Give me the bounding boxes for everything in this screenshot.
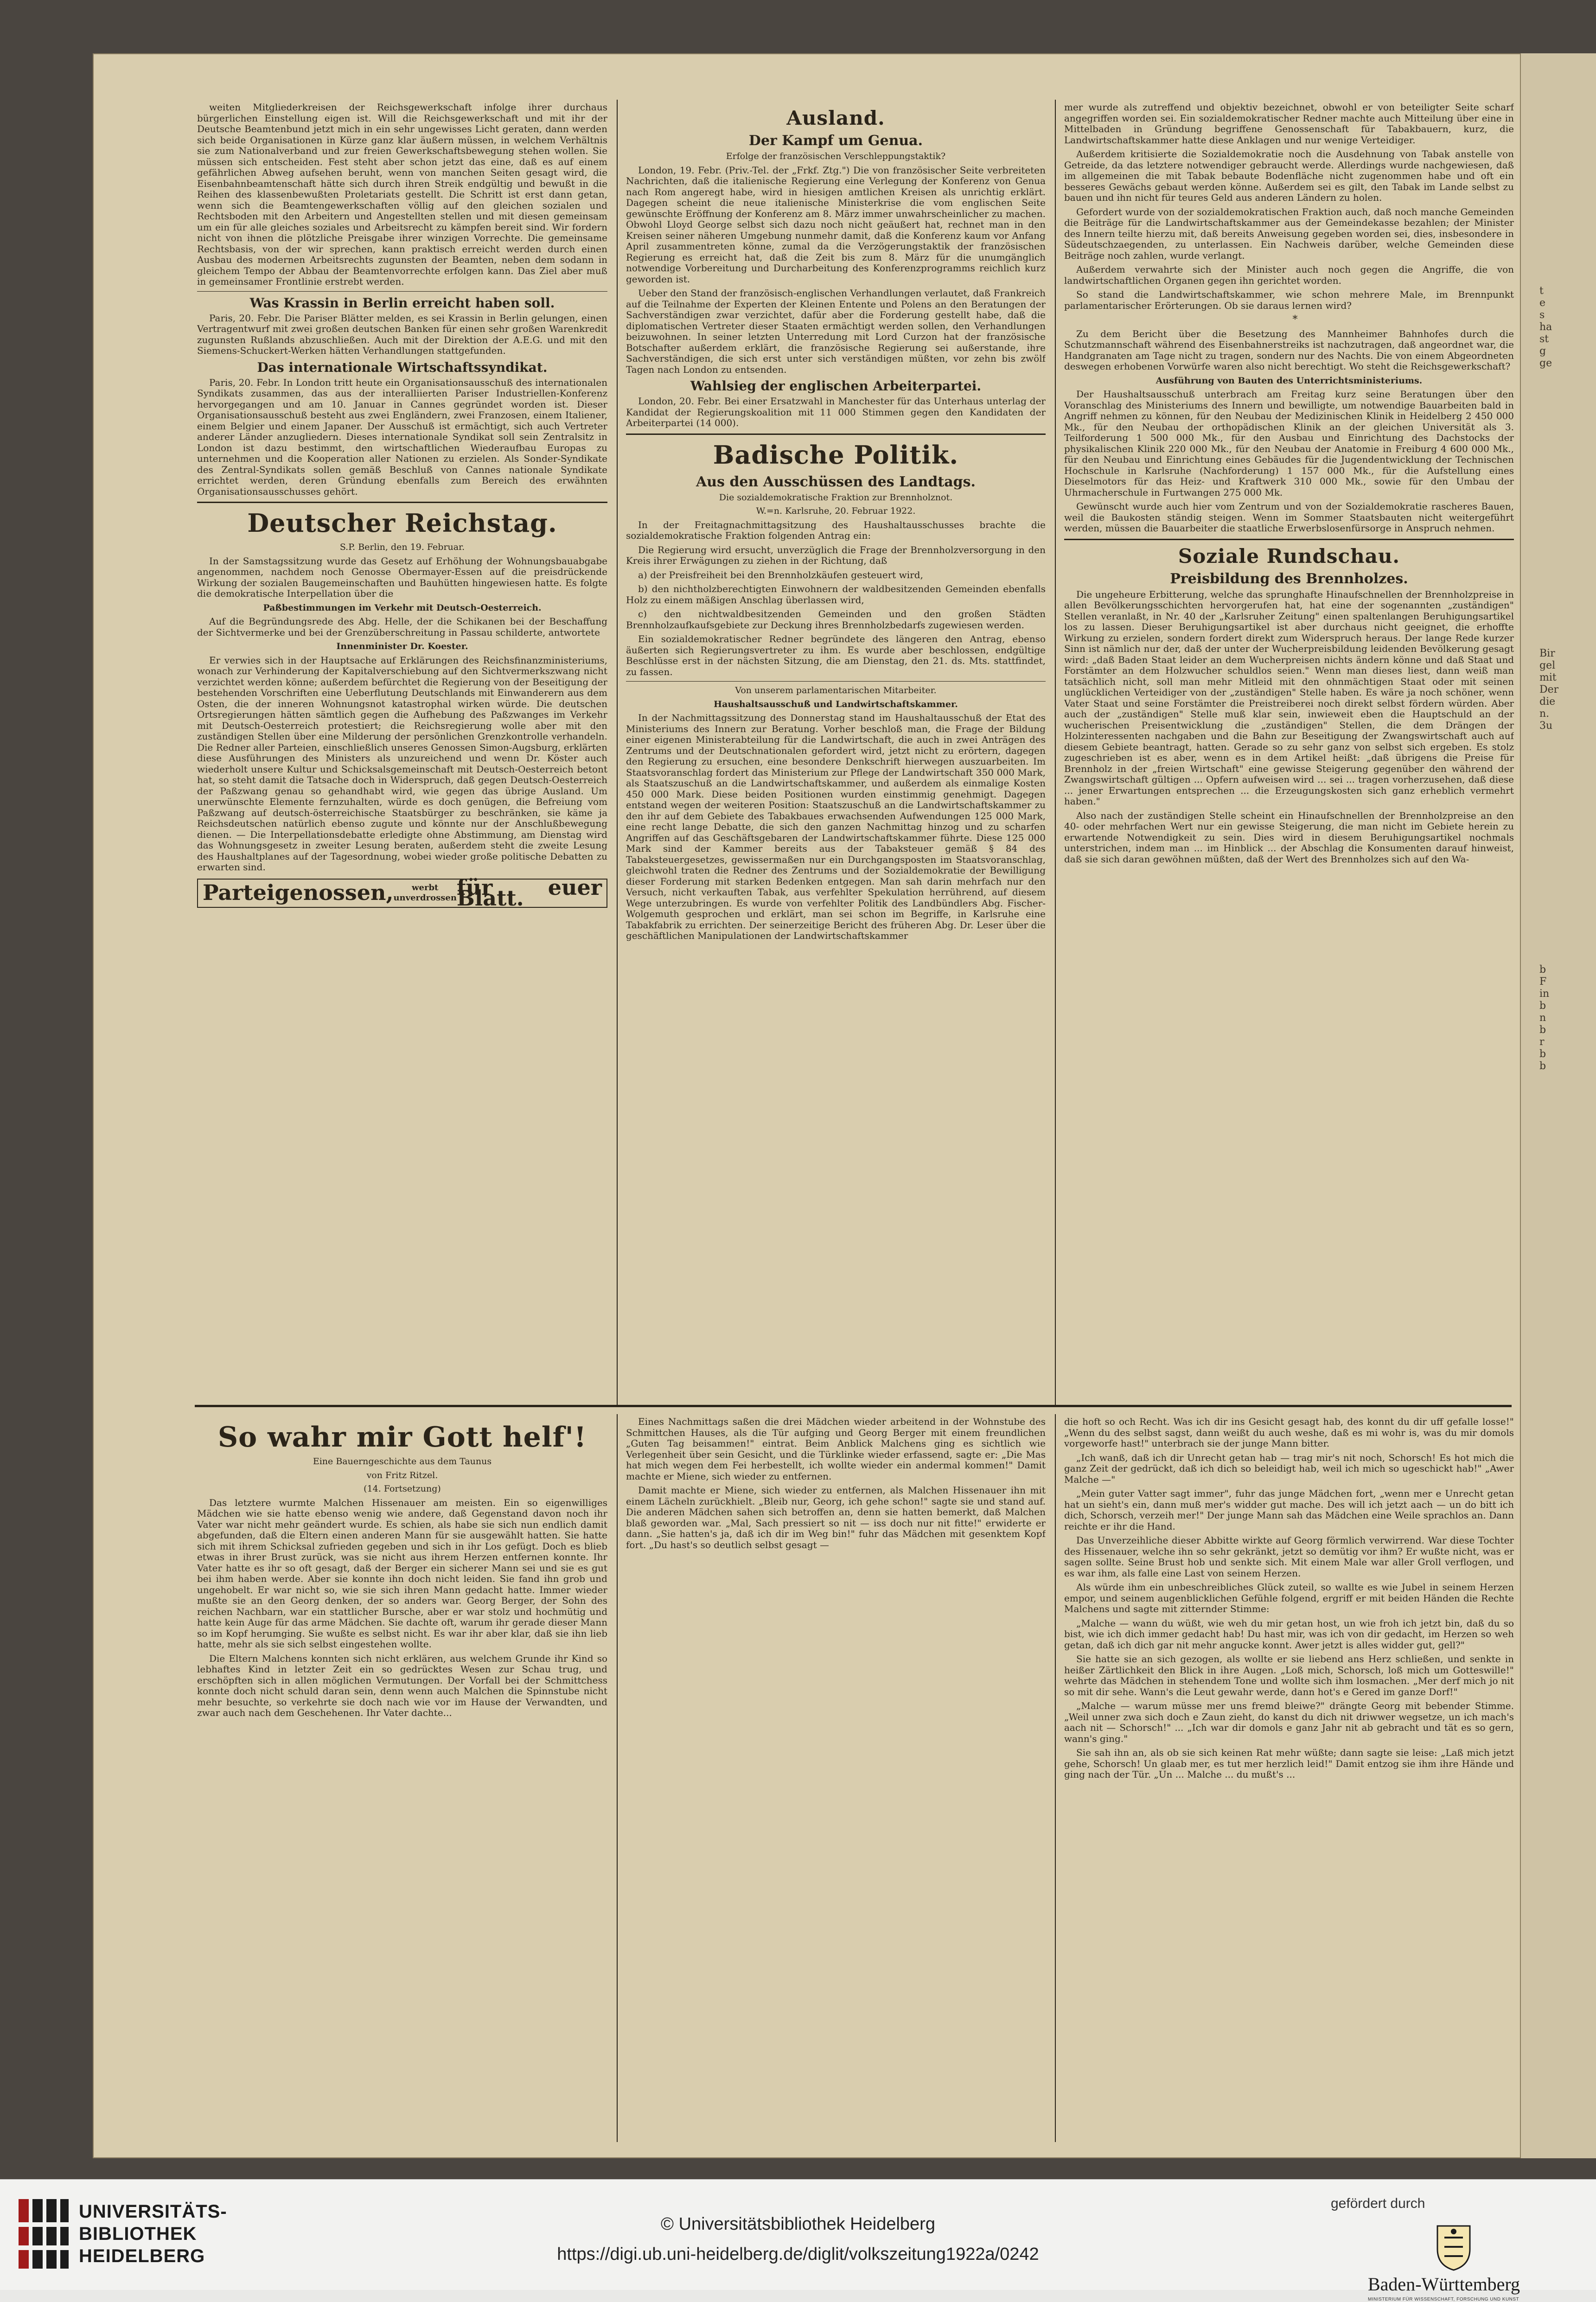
story-text: Die Eltern Malchens konnten sich nicht erklären, aus welchem Grunde ihr Kind so lebhaftes Kind in letzter Zeit ein so gedrücktes Wesen zur Schau trug, und erschöpften sich in allen möglichen Vermutungen. Der Vorfall bei der Schmittchess konnte doch nicht schuld daran sein, denn wenn auch Malchen die Spinnstube nicht mehr besuchte, so verkehrte sie doch nach wie vor im Hause der Verwandten, und zwar auch nach dem Geschehenen. Ihr Vater dachte... bbox=[197, 1652, 607, 1718]
strip-fragment: gel bbox=[1539, 660, 1556, 671]
story-text: „Malche — warum müsse mer uns fremd bleiwe?" drängte Georg mit bebender Stimme. „Weil unner zwa sich doch e Zaun zieht, do kanst du dich nit driwwer wegsetze, un ich mach's aach nit — Schorsch!" ... „Ich war dir domols e ganz Jahr nit ab gebracht und tät es so gern, wann's ging." bbox=[1064, 1700, 1514, 1744]
column-2 bbox=[626, 102, 1046, 1403]
article-text: Der Haushaltsausschuß unterbrach am Freitag kurz seine Beratungen über den Voranschlag des Ministeriums des Innern und bewilligte, um notwendige Bauarbeiten bald in Angriff nehmen zu können, für den Neubau der Medizinischen Klinik in Heidelberg 2 450 000 Mk., für den Neubau der orthopädischen Klinik an der gleichen Universität als 3. Teilforderung 1 500 000 Mk., für den Ausbau und Einrichtung des Dachstocks der physikalischen Klinik 220 000 Mk., für den Neubau der Anatomie in Freiburg 4 600 000 Mk., für den Neubau und Einrichtung eines Gebäudes für die Jugendentwicklung der Technischen Hochschule in Karlsruhe (Nachforderung) 1 157 000 Mk., für die Aufstellung eines Dieselmotors für das Heiz- und Kraftwerk 310 000 Mk., sowie für den Umbau der Uhrmacherschule in Furtwangen 275 000 Mk. bbox=[1064, 389, 1514, 498]
article-text: Auf die Begründungsrede des Abg. Helle, der die Schikanen bei der Beschaffung der Sichtvermerke und bei der Grenzüberschreitung in Passau schilderte, antwortete bbox=[197, 616, 607, 638]
story-part: (14. Fortsetzung) bbox=[364, 1484, 441, 1494]
divider bbox=[626, 434, 1046, 435]
article-text: Die ungeheure Erbitterung, welche das sprunghafte Hinaufschnellen der Brennholzpreise in allen Bevölkerungsschichten hervorgerufen hat, hat eine der sogenannten „zuständigen" Stellen veranlaßt, in Nr. 40 der „Karlsruher Zeitung" einen spaltenlangen Beruhigungsartikel los zu lassen. Dieser Beruhigungsartikel ist aber durchaus nicht geeignet, die erhoffte Wirkung zu erzielen, sondern fordert direkt zum Widerspruch heraus. Der lange Rede kurzer Sinn ist nämlich nur der, daß der unter der Wucherpreisbildung leidenden Bevölkerung gesagt wird: „daß Baden Staat leider an dem Wucherpreisen nichts ändern könne und daß Staat und Forstämter an dem Holzwucher schuldlos seien." Wenn man dieses liest, dann weiß man tatsächlich nicht, soll man mehr Mitleid mit den ohnmächtigen Staat oder mit seinen unglücklichen Verteidiger von der „zuständigen" Stelle haben. Es wäre ja noch schöner, wenn Vater Staat und seine Forstämter die Preistreiberei noch direkt selbst fördern würden. Aber auch der „zuständigen" Stelle muß klar sein, inwieweit eben die Hauptschuld an der wucherischen Preisentwicklung die „zuständigen" Stellen, die dem Drängen der Holzinteressenten nachgaben und die Bahn zur Beseitigung der Zwangswirtschaft auch auf diesem Gebiete beantragt, hatten. Gerade so zu sehr ganz von selbst sich ergeben. Es stolz zugeschrieben ist es aber, wenn es in dem Artikel heißt: „daß übrigens die Preise für Brennholz in der „freien Wirtschaft" eine gewisse Steigerung gegenüber den während der Zwangswirtschaft gültigen ... Opfern aufweisen wird ... sei ... tragen vorherzusehen, daß diese ... jener Erwartungen entsprechen ... die Erzeugungskosten sich ganz erheblich vermehrt haben." bbox=[1064, 588, 1514, 807]
coat-of-arms-icon bbox=[1433, 2221, 1475, 2272]
article-text: b) den nichtholzberechtigten Einwohnern der waldbesitzenden Gemeinden ebenfalls Holz zu einem mäßigen Anschlag überlassen wird, bbox=[626, 583, 1046, 606]
feuilleton-column-2 bbox=[626, 1416, 1046, 2140]
strip-fragment: 3u bbox=[1539, 720, 1553, 732]
article-text: mer wurde als zutreffend und objektiv bezeichnet, obwohl er von beteiligter Seite scharf angegriffen worden sei. Ein sozialdemokratischer Redner machte auch Mitteilung über eine in Mittelbaden in Gründung begriffene Genossenschaft für Tabakbauern, kurz, die Landwirtschaftskammer hatte diese Anklagen und nur wenige Verteidiger. bbox=[1064, 102, 1514, 146]
article-text: Außerdem verwahrte sich der Minister auch noch gegen die Angriffe, die von landwirtschaftlichen Organen gegen ihn gerichtet worden. bbox=[1064, 264, 1514, 286]
story-text: Eines Nachmittags saßen die drei Mädchen wieder arbeitend in der Wohnstube des Schmittchen Hauses, als die Tür aufging und Georg Berger mit einem freundlichen „Guten Tag beisammen!" eintrat. Beim Anblick Malchens ging es sichtlich wie Verlegenheit über sein Gesicht, und die Türklinke wieder erfassend, sagte er: „Die Mas hat mich wegen dem Fei herbestellt, ich wollte wieder ein andermal kommen!" Damit machte er Miene, sich wieder zu entfernen. bbox=[626, 1416, 1046, 1482]
section-title-reichstag: Deutscher Reichstag. bbox=[247, 508, 557, 538]
article-text: c) den nichtwaldbesitzenden Gemeinden und den großen Städten Brennholzaufkaufsgebiete zur Deckung ihres Brennholzbedarfs zugewiesen werden. bbox=[626, 608, 1046, 631]
divider bbox=[197, 502, 607, 503]
strip-fragment: Der bbox=[1539, 684, 1559, 695]
headline-syndikat: Das internationale Wirtschaftssyndikat. bbox=[257, 359, 548, 375]
article-text: Er verwies sich in der Hauptsache auf Erklärungen des Reichsfinanzministeriums, wonach zur Verhinderung der Kapitalverschiebung auf den Sichtvermerkszwang nicht verzichtet werden könne; außerdem befürchtet die Regierung von der Beseitigung der bestehenden Vorschriften eine Ueberflutung Deutschlands mit Einwanderern aus dem Osten, die der inneren Wohnungsnot katastrophal wirken würde. Die deutschen Ortsregierungen hätten sämtlich gegen die Aufhebung des Paßzwanges im Verkehr mit Deutsch-Oesterreich protestiert; die Reichsregierung wolle aber mit den zuständigen Stellen über eine Milderung der persönlichen Grenzkontrolle verhandeln. Die Redner aller Parteien, einschließlich unseres Genossen Simon-Augsburg, erklärten diese Ausführungen des Ministers als unzureichend und wenn Dr. Köster auch wiederholt unsere Kultur und Schicksalsgemeinschaft mit Deutsch-Oesterreich betont hat, so steht damit die Tatsache doch in Widerspruch, daß gegen Deutsch-Oesterreich der Paßzwang genau so gehandhabt wird, wie gegen das übrige Ausland. Um unerwünschte Elemente fernzuhalten, würde es doch genügen, die Befreiung vom Paßzwang auf deutsch-österreichische Staatsbürger zu beschränken, sie käme ja Reichsdeutschen natürlich ebenso zugute und könnte nur der Anschlußbewegung dienen. — Die Interpellationsdebatte erledigte ohne Abstimmung, am Dienstag wird das Wohnungsgesetz in zweiter Lesung beraten, außerdem steht die zweite Lesung des Haushaltplanes auf der Tagesordnung, wobei wieder große politische Debatten zu erwarten sind. bbox=[197, 654, 607, 873]
permalink[interactable]: https://digi.ub.uni-heidelberg.de/diglit/volkszeitung1922a/0242 bbox=[557, 2245, 1039, 2264]
advertisement-box bbox=[197, 874, 607, 911]
article-text: Gefordert wurde von der sozialdemokratischen Fraktion auch, daß noch manche Gemeinden die Beiträge für die Landwirtschaftskammer aus der Gemeindekasse bezahlen; der Minister des Innern teilte hierzu mit, daß bereits Anweisung gegeben worden sei, dies, insbesondere in Südeutschzaegenden, zu unterlassen. Ein Nachweis darüber, welche Gemeinden diese Beiträge noch zahlen, wurde verlangt. bbox=[1064, 206, 1514, 261]
article-text: Paris, 20. Febr. Die Pariser Blätter melden, es sei Krassin in Berlin gelungen, einen Vertragentwurf mit zwei großen deutschen Banken für einen sehr großen Warenkredit zugunsten Rußlands abzuschließen. Auch mit der Direktion der A.E.G. und mit den Siemens-Schuckert-Werken hätten Verhandlungen stattgefunden. bbox=[197, 312, 607, 356]
divider bbox=[626, 681, 1046, 682]
column-rule bbox=[617, 1414, 618, 2142]
strip-fragment: b bbox=[1539, 964, 1546, 976]
strip-fragment: b bbox=[1539, 1024, 1546, 1036]
article-text: London, 20. Febr. Bei einer Ersatzwahl in Manchester für das Unterhaus unterlag der Kandidat der Regierungskoalition mit 11 000 Stimmen gegen den Kandidaten der Arbeiterpartei (14 000). bbox=[626, 395, 1046, 428]
ub-logo-text: UNIVERSITÄTS- BIBLIOTHEK HEIDELBERG bbox=[79, 2201, 227, 2266]
headline-krassin: Was Krassin in Berlin erreicht haben soll. bbox=[249, 295, 555, 311]
subheading: Die sozialdemokratische Fraktion zur Brennholznot. bbox=[719, 492, 953, 503]
story-text: Sie sah ihn an, als ob sie sich keinen Rat mehr wüßte; dann sagte sie leise: „Laß mich jetzt gehe, Schorsch! Un glaab mer, es tut mer herzlich leid!" Damit entzog sie ihm ihre Hände und ging nach der Tür. „Un ... Malche ... du mußt's ... bbox=[1064, 1747, 1514, 1780]
strip-fragment: s bbox=[1539, 309, 1545, 321]
strip-fragment: t bbox=[1539, 285, 1544, 297]
article-text: a) der Preisfreiheit bei den Brennholzkäufen gesteuert wird, bbox=[638, 569, 923, 580]
feuilleton-column-3 bbox=[1064, 1416, 1514, 2140]
headline-genua: Der Kampf um Genua. bbox=[748, 133, 923, 149]
article-text: Also nach der zuständigen Stelle scheint ein Hinaufschnellen der Brennholzpreise an den 40- oder mehrfachen Wert nur ein gewisse Steigerung, die man nicht im Gebiete herein zu erwartende Notwendigkeit zu sein. Dies wird in diesem Beruhigungsartikel nochmals unterstrichen, indem man ... im Hinblick ... der Abschlag die Konsumenten darauf hinweist, daß sie sich daran gewöhnen müßten, daß der Wert des Brennholzes sich auf den Wa- bbox=[1064, 810, 1514, 865]
story-text: Sie hatte sie an sich gezogen, als wollte er sie liebend ans Herz schließen, und senkte in heißer Zärtlichkeit den Blick in ihre Augen. „Loß mich, Schorsch, loß mich um Gotteswille!" wehrte das Mädchen in stehendem Tone und wollte sich ihm losmachen. „Mer derf mich jo nit so mit dir sehe. Wann's die Leut gewahr werde, dann hot's e Gered im ganze Dorf!" bbox=[1064, 1653, 1514, 1697]
story-author: von Fritz Ritzel. bbox=[366, 1470, 438, 1480]
story-title: So wahr mir Gott helf'! bbox=[217, 1421, 587, 1454]
article-text: Zu dem Bericht über die Besetzung des Mannheimer Bahnhofes durch die Schutzmannschaft während des Eisenbahnerstreiks ist nachzutragen, daß angeordnet war, die Handgranaten am Tage nicht zu tragen, sondern nur des Nachts. Die von einem Abgeordneten deswegen erhobenen Vorwürfe waren also nicht berechtigt. Wo steht die Reichsgewerkschaft? bbox=[1064, 328, 1514, 372]
strip-fragment: st bbox=[1539, 333, 1549, 345]
ad-text: Parteigenossen, bbox=[203, 880, 394, 905]
article-text: Gewünscht wurde auch hier vom Zentrum und von der Sozialdemokratie rascheres Bauen, weil die Baukosten ständig steigen. Wenn im Sommer Staatsbauten nicht weitergeführt werden, müssen die Bauarbeiter die staatliche Erwerbslosenfürsorge in Anspruch nehmen. bbox=[1064, 501, 1514, 534]
headline-preis: Preisbildung des Brennholzes. bbox=[1170, 570, 1408, 587]
story-text: Als würde ihm ein unbeschreibliches Glück zuteil, so wallte es wie Jubel in seinem Herzen empor, und seinem augenblicklichen Gefühle folgend, ergriff er mit beiden Händen die Rechte Malchens und sagte mit zitternder Stimme: bbox=[1064, 1581, 1514, 1614]
strip-fragment: b bbox=[1539, 1000, 1546, 1012]
divider bbox=[197, 291, 607, 292]
story-text: Damit machte er Miene, sich wieder zu entfernen, als Malchen Hissenauer ihn mit einem Lächeln zurückhielt. „Bleib nur, Georg, ich gehe schon!" sagte sie und stand auf. Die anderen Mädchen sahen sich betroffen an, denn sie hatten bemerkt, daß Malchen blaß geworden war. „Mal, Sach pressiert so nit — iss doch nur nit fitte!" erwiderte er dann. „Sie hatten's ja, daß ich dir im Weg bin!" fuhr das Mädchen mit gesenktem Kopf fort. „Du hast's so deutlich selbst gesagt — bbox=[626, 1485, 1046, 1550]
article-text: Ueber den Stand der französisch-englischen Verhandlungen verlautet, daß Frankreich auf die Teilnahme der Experten der Kleinen Entente und Polens an den Beratungen der Sachverständigen zwar verzichtet, dafür aber die Forderung gestellt habe, daß die diplomatischen Vertreter dieser Staaten ermächtigt werden sollen, den Verhandlungen beizuwohnen. In seiner letzten Unterredung mit Lord Curzon hat der französische Botschafter außerdem erklärt, die französische Regierung sei außerstande, ihre Sachverständigen, die sich erst unter sich verständigen müßten, vor zehn bis zwölf Tagen nach London zu entsenden. bbox=[626, 287, 1046, 375]
column-rule bbox=[1055, 1414, 1056, 2142]
section-title-soziale: Soziale Rundschau. bbox=[1178, 544, 1400, 568]
column-1 bbox=[197, 102, 607, 1403]
story-text: „Ich wanß, daß ich dir Unrecht getan hab — trag mir's nit noch, Schorsch! Es hot mich die ganz Zeit der gedrückt, daß ich dich so beleidigt hab, weil ich mich so ugeschickt hab!" „Awer Malche —" bbox=[1064, 1452, 1514, 1485]
story-text: die hoft so och Recht. Was ich dir ins Gesicht gesagt hab, des konnt du dir uff gefalle losse!" „Wenn du des selbst sagst, dann weißt du auch weshe, daß es mi wohr is, was du mir domols vorgeworfe hast!" unterbrach sie der junge Mann bitter. bbox=[1064, 1416, 1514, 1449]
section-title-baden: Badische Politik. bbox=[713, 440, 959, 470]
headline-wahlsieg: Wahlsieg der englischen Arbeiterpartei. bbox=[690, 378, 982, 394]
strip-fragment: F bbox=[1539, 976, 1547, 988]
article-text: In der Freitagnachmittagsitzung des Haushaltausschusses brachte die sozialdemokratische Fraktion folgenden Antrag ein: bbox=[626, 519, 1046, 541]
strip-fragment: in bbox=[1539, 988, 1550, 1000]
funding-label: gefördert durch bbox=[1331, 2196, 1425, 2211]
bw-ministry-logo[interactable] bbox=[1368, 2221, 1563, 2302]
strip-fragment: mit bbox=[1539, 672, 1557, 683]
article-text: Außerdem kritisierte die Sozialdemokratie noch die Ausdehnung von Tabak anstelle von Getreide, da das letztere notwendiger gebraucht werde. Allerdings wurde nachgewiesen, daß im allgemeinen die mit Tabak bebaute Bodenfläche nicht zugenommen habe und oft ein besseres Gewächs gebaut werden könne. Außerdem sei es gilt, den Tabak im Lande selbst zu bauen und ihn nicht für teures Geld aus anderen Ländern zu holen. bbox=[1064, 148, 1514, 203]
column-rule bbox=[1055, 100, 1056, 1405]
strip-fragment: b bbox=[1539, 1060, 1546, 1072]
story-text: Das letztere wurmte Malchen Hissenauer am meisten. Ein so eigenwilliges Mädchen wie sie hatte ebenso wenig wie andere, daß Gegenstand davon noch ihr Vater war nicht mehr geändert wurde. Es schien, als habe sie sich nun endlich damit abgefunden, daß die Eltern einen anderen Mann für sie ausgewählt hatten. Sie hatte sich mit ihrem Schicksal zufrieden gegeben und sich in ihr Los gefügt. Doch es blieb etwas in ihrer Brust zurück, was sie nicht aus ihrem Herzen entfernen konnte. Ihr Vater hatte es ihr so oft gesagt, daß der Berger ein sicherer Mann sei und sie es gut bei ihm haben werde. Aber sie konnte ihn doch nicht leiden. Sie fand ihn grob und ungehobelt. Er war nicht so, wie sie sich ihren Mann gedacht hatte. Immer wieder mußte sie an den Georg denken, der so anders war. Georg Berger, der Sohn des reichen Nachbarn, war ein stattlicher Bursche, aber er war stolz und hochmütig und hatte kein Auge für das arme Mädchen. Sie dachte oft, warum ihr gerade dieser Mann so im Kopf herumging. Sie wußte es selbst nicht. Es war ihr aber klar, daß sie ihn lieb hatte, mehr als sie sich selbst eingestehen wollte. bbox=[197, 1497, 607, 1650]
strip-fragment: ge bbox=[1539, 357, 1552, 369]
article-text: London, 19. Febr. (Priv.-Tel. der „Frkf. Ztg.") Die von französischer Seite verbreiteten Nachrichten, daß die italienische Regierung eine Verlegung der Konferenz von Genua nach Rom angeregt habe, wird in hiesigen amtlichen Kreisen als unrichtig erklärt. Dagegen scheint die neue italienische Ministerkrise die vom englischen Seite gewünschte Eröffnung der Konferenz am 8. März immer unwahrscheinlicher zu machen. Obwohl Lloyd George selbst sich dazu noch nicht geäußert hat, rechnet man in den Kreisen seiner näheren Umgebung nunmehr damit, daß die Konferenz kaum vor Anfang April zusammentreten könne, zumal da die Verzögerungstaktik der französischen Regierung es erreicht hat, daß die Zeit bis zum 8. März für die unumgänglich notwendige Vorbereitung und Durcharbeitung des Konferenzprogramms reichlich kurz geworden ist. bbox=[626, 164, 1046, 285]
subheading: Paßbestimmungen im Verkehr mit Deutsch-Oesterreich. bbox=[263, 602, 542, 613]
section-break-asterisk: * bbox=[1292, 314, 1298, 325]
article-text: weiten Mitgliederkreisen der Reichsgewerkschaft infolge ihrer durchaus bürgerlichen Einstellung eigen ist. Will die Reichsgewerkschaft und mit ihr der Deutsche Beamtenbund jetzt mich in ein sehr ungewisses Licht geraten, dann werden sich beide Organisationen in Kürze ganz klar äußern müssen, in welchem Verhältnis sie zum Nationalverband und zur freien Gewerkschaftsbewegung stehen wollen. Sie müssen sich entscheiden. Fest steht aber schon jetzt das eine, daß es auf einem gefährlichen Abweg aufsehen beruht, wenn von manchen Seiten gesagt wird, die Eisenbahnbeamtenschaft hätte sich durch ihren Streik endgültig und bewußt in die Reihen des klassenbewußten Proletariats gestellt. Die Schritt ist erst dann getan, wenn sich die Beamtengewerkschaften völlig auf den gleichen sozialen und Rechtsboden mit den Arbeitern und Angestellten stellen und mit diesen gemeinsam um ein für alle gleiches soziales und Arbeitsrecht zu kämpfen bereit sind. Wir fordern nicht von ihnen die plötzliche Preisgabe ihrer winzigen Vorrechte. Die gemeinsame Rechtsbasis, von der wir sprechen, kann praktisch erreicht werden durch einen Ausbau des modernen Arbeitsrechts zugunsten der Beamten, neben dem sodann in gleichem Tempo der Abbau der Beamtenvorrechte erfolgen kann. Das Ziel aber muß in gemeinsamer Frontlinie erstrebt werden. bbox=[197, 102, 607, 287]
strip-fragment: Bir bbox=[1539, 648, 1555, 659]
column-3 bbox=[1064, 102, 1514, 1403]
strip-fragment: n bbox=[1539, 1012, 1546, 1024]
ad-text: werbt unverdrossen bbox=[393, 883, 457, 903]
strip-fragment: n. bbox=[1539, 708, 1550, 720]
article-text: In der Samstagssitzung wurde das Gesetz auf Erhöhung der Wohnungsbauabgabe angenommen, nachdem noch Genosse Obermayer-Essen auf die preisdrückende Wirkung der sozialen Baugemeinschaften und Bauhütten hingewiesen hatte. Es folgte die demokratische Interpellation über die bbox=[197, 555, 607, 599]
bw-name: Baden-Württemberg bbox=[1368, 2274, 1520, 2295]
headline-ausschuss: Aus den Ausschüssen des Landtags. bbox=[696, 473, 976, 490]
article-text: Paris, 20. Febr. In London tritt heute ein Organisationsausschuß des internationalen Syndikats zusammen, das aus der interalliierten Pariser Industriellen-Konferenz hervorgegangen und am 10. Januar in Cannes gegründet worden ist. Dieser Organisationsausschuß besteht aus zwei Engländern, zwei Franzosen, einem Italiener, einem Belgier und einem Japaner. Der Ausschuß ist ermächtigt, sich auch Vertreter anderer Länder anzugliedern. Dieses internationale Syndikat soll sein Zentralsitz in London ist dazu bestimmt, den wirtschaftlichen Wiederaufbau Europas zu unternehmen und die Kooperation aller Nationen zu erzielen. Als Sonder-Syndikate des Zentral-Syndikats sollen gemäß Beschluß von Cannes nationale Syndikate errichtet werden, deren Gründung ebenfalls zum Bereich des erwähnten Organisationsausschusses gehört. bbox=[197, 376, 607, 497]
dateline: S.P. Berlin, den 19. Februar. bbox=[339, 542, 465, 552]
subheading: Haushaltsausschuß und Landwirtschaftskammer. bbox=[714, 699, 958, 709]
story-subtitle: Eine Bauerngeschichte aus dem Taunus bbox=[313, 1456, 492, 1467]
viewer-footer bbox=[0, 2179, 1596, 2302]
copyright-notice: © Universitätsbibliothek Heidelberg bbox=[661, 2214, 935, 2234]
subheading: Von unserem parlamentarischen Mitarbeiter. bbox=[735, 685, 937, 695]
ad-text: für euer Blatt. bbox=[456, 874, 602, 911]
story-text: „Malche — wann du wüßt, wie weh du mir getan host, un wie froh ich jetzt bin, daß du so bist, wie ich dich immer gedacht hab! Du hast mir, was ich von dir gedacht, im Herzen so weh getan, daß ich dich gar nit mehr angucke konnt. Awer jetzt is alles widder gut, gell?" bbox=[1064, 1617, 1514, 1651]
feuilleton-column-1 bbox=[197, 1416, 607, 2140]
article-text: In der Nachmittagssitzung des Donnerstag stand im Haushaltausschuß der Etat des Ministeriums des Innern zur Beratung. Vorher beschloß man, die Frage der Bildung einer eigenen Ministerabteilung für die Landwirtschaft, die auch in zwei Anträgen des Zentrums und der Deutschnationalen gefordert wird, jetzt nicht zu erörtern, dagegen den Regierung zu ersuchen, eine besondere Denkschrift hierwegen auszuarbeiten. Im Staatsvoranschlag fordert das Ministerium zur Pflege der Landwirtschaft 350 000 Mark, als Staatszuschuß an die Landwirtschaftskammer, und außerdem als einmalige Kosten 450 000 Mark. Diese beiden Positionen wurden einstimmig genehmigt. Dagegen entstand wegen der weiteren Position: Staatszuschuß an die Landwirtschaftskammer zu den ihr auf dem Gebiete des Tabakbaues erwachsenden Aufwendungen 125 000 Mark, eine recht lange Debatte, die sich den ganzen Nachmittag hinzog und zu scharfen Angriffen auf das Geschäftsgebaren der Landwirtschaftskammer führte. Diese 125 000 Mark sind der Kammer bereits aus der Tabaksteuer gemäß § 84 des Tabaksteuergesetzes, gewissermaßen nur ein Durchgangsposten im Staatsvoranschlag, gleichwohl traten die Redner des Zentrums und der Sozialdemokratie der Bewilligung dieser Forderung mit starken Bedenken entgegen. Man sah darin mehrfach nur den Versuch, nicht verkauften Tabak, aus verfehlter Spekulation herrührend, auf diesem Wege unterzubringen. Es wurde von verfehlter Politik des Landbündlers Abg. Fischer-Wolgemuth gesprochen und erklärt, man sei schon im Begriffe, in Karlsruhe eine Tabakfabrik zu errichten. Der seinerzeitige Bericht des früheren Abg. Dr. Leser über die geschäftlichen Manipulationen der Landwirtschaftskammer bbox=[626, 712, 1046, 941]
adjacent-page-strip bbox=[1521, 53, 1596, 2158]
divider bbox=[1064, 539, 1514, 540]
article-text: Die Regierung wird ersucht, unverzüglich die Frage der Brennholzversorgung in den Kreis ihrer Erwägungen zu ziehen in der Richtung, daß bbox=[626, 544, 1046, 566]
ministry-name: MINISTERIUM FÜR WISSENSCHAFT, FORSCHUNG UND KUNST bbox=[1368, 2297, 1519, 2302]
subheading: Erfolge der französischen Verschleppungstaktik? bbox=[726, 151, 946, 161]
subheading: Ausführung von Bauten des Unterrichtsministeriums. bbox=[1156, 375, 1423, 386]
section-title-ausland: Ausland. bbox=[786, 107, 885, 129]
strip-fragment: b bbox=[1539, 1048, 1546, 1060]
dateline: W.=n. Karlsruhe, 20. Februar 1922. bbox=[756, 506, 916, 516]
strip-fragment: r bbox=[1539, 1036, 1545, 1048]
strip-fragment: g bbox=[1539, 345, 1546, 357]
article-text: Ein sozialdemokratischer Redner begründete des längeren den Antrag, ebenso äußerten sich Regierungsvertreter zu ihm. Es wurde aber beschlossen, endgültige Beschlüsse erst in der nächsten Sitzung, die am Dienstag, den 21. ds. Mts. stattfindet, zu fassen. bbox=[626, 633, 1046, 677]
article-text: So stand die Landwirtschaftskammer, wie schon mehrere Male, im Brennpunkt parlamentarischer Erörterungen. Ob sie daraus lernen wird? bbox=[1064, 289, 1514, 311]
story-text: Das Unverzeihliche dieser Abbitte wirkte auf Georg förmlich verwirrend. War diese Tochter des Hissenauer, welche ihn so sehr gekränkt, jetzt so demütig vor ihm? Er wußte nicht, was er sagen sollte. Seine Brust hob und senkte sich. Mit einem Male war aller Groll verflogen, und es war ihm, als falle eine Last von seinem Herzen. bbox=[1064, 1535, 1514, 1579]
strip-fragment: ha bbox=[1539, 321, 1552, 333]
story-text: „Mein guter Vatter sagt immer", fuhr das junge Mädchen fort, „wenn mer e Unrecht getan hat un sieht's ein, dann muß mer's widder gut mache. Des will ich jetzt aach — un do bitt ich dich, Schorsch, verzeih mer!" Der junge Mann sah das Mädchen eine Weile sprachlos an. Dann reichte er ihr die Hand. bbox=[1064, 1488, 1514, 1532]
strip-fragment: die bbox=[1539, 696, 1556, 708]
column-rule bbox=[617, 100, 618, 1405]
horizontal-rule bbox=[195, 1405, 1512, 1407]
subheading: Innenminister Dr. Koester. bbox=[336, 641, 468, 651]
strip-fragment: e bbox=[1539, 297, 1546, 309]
